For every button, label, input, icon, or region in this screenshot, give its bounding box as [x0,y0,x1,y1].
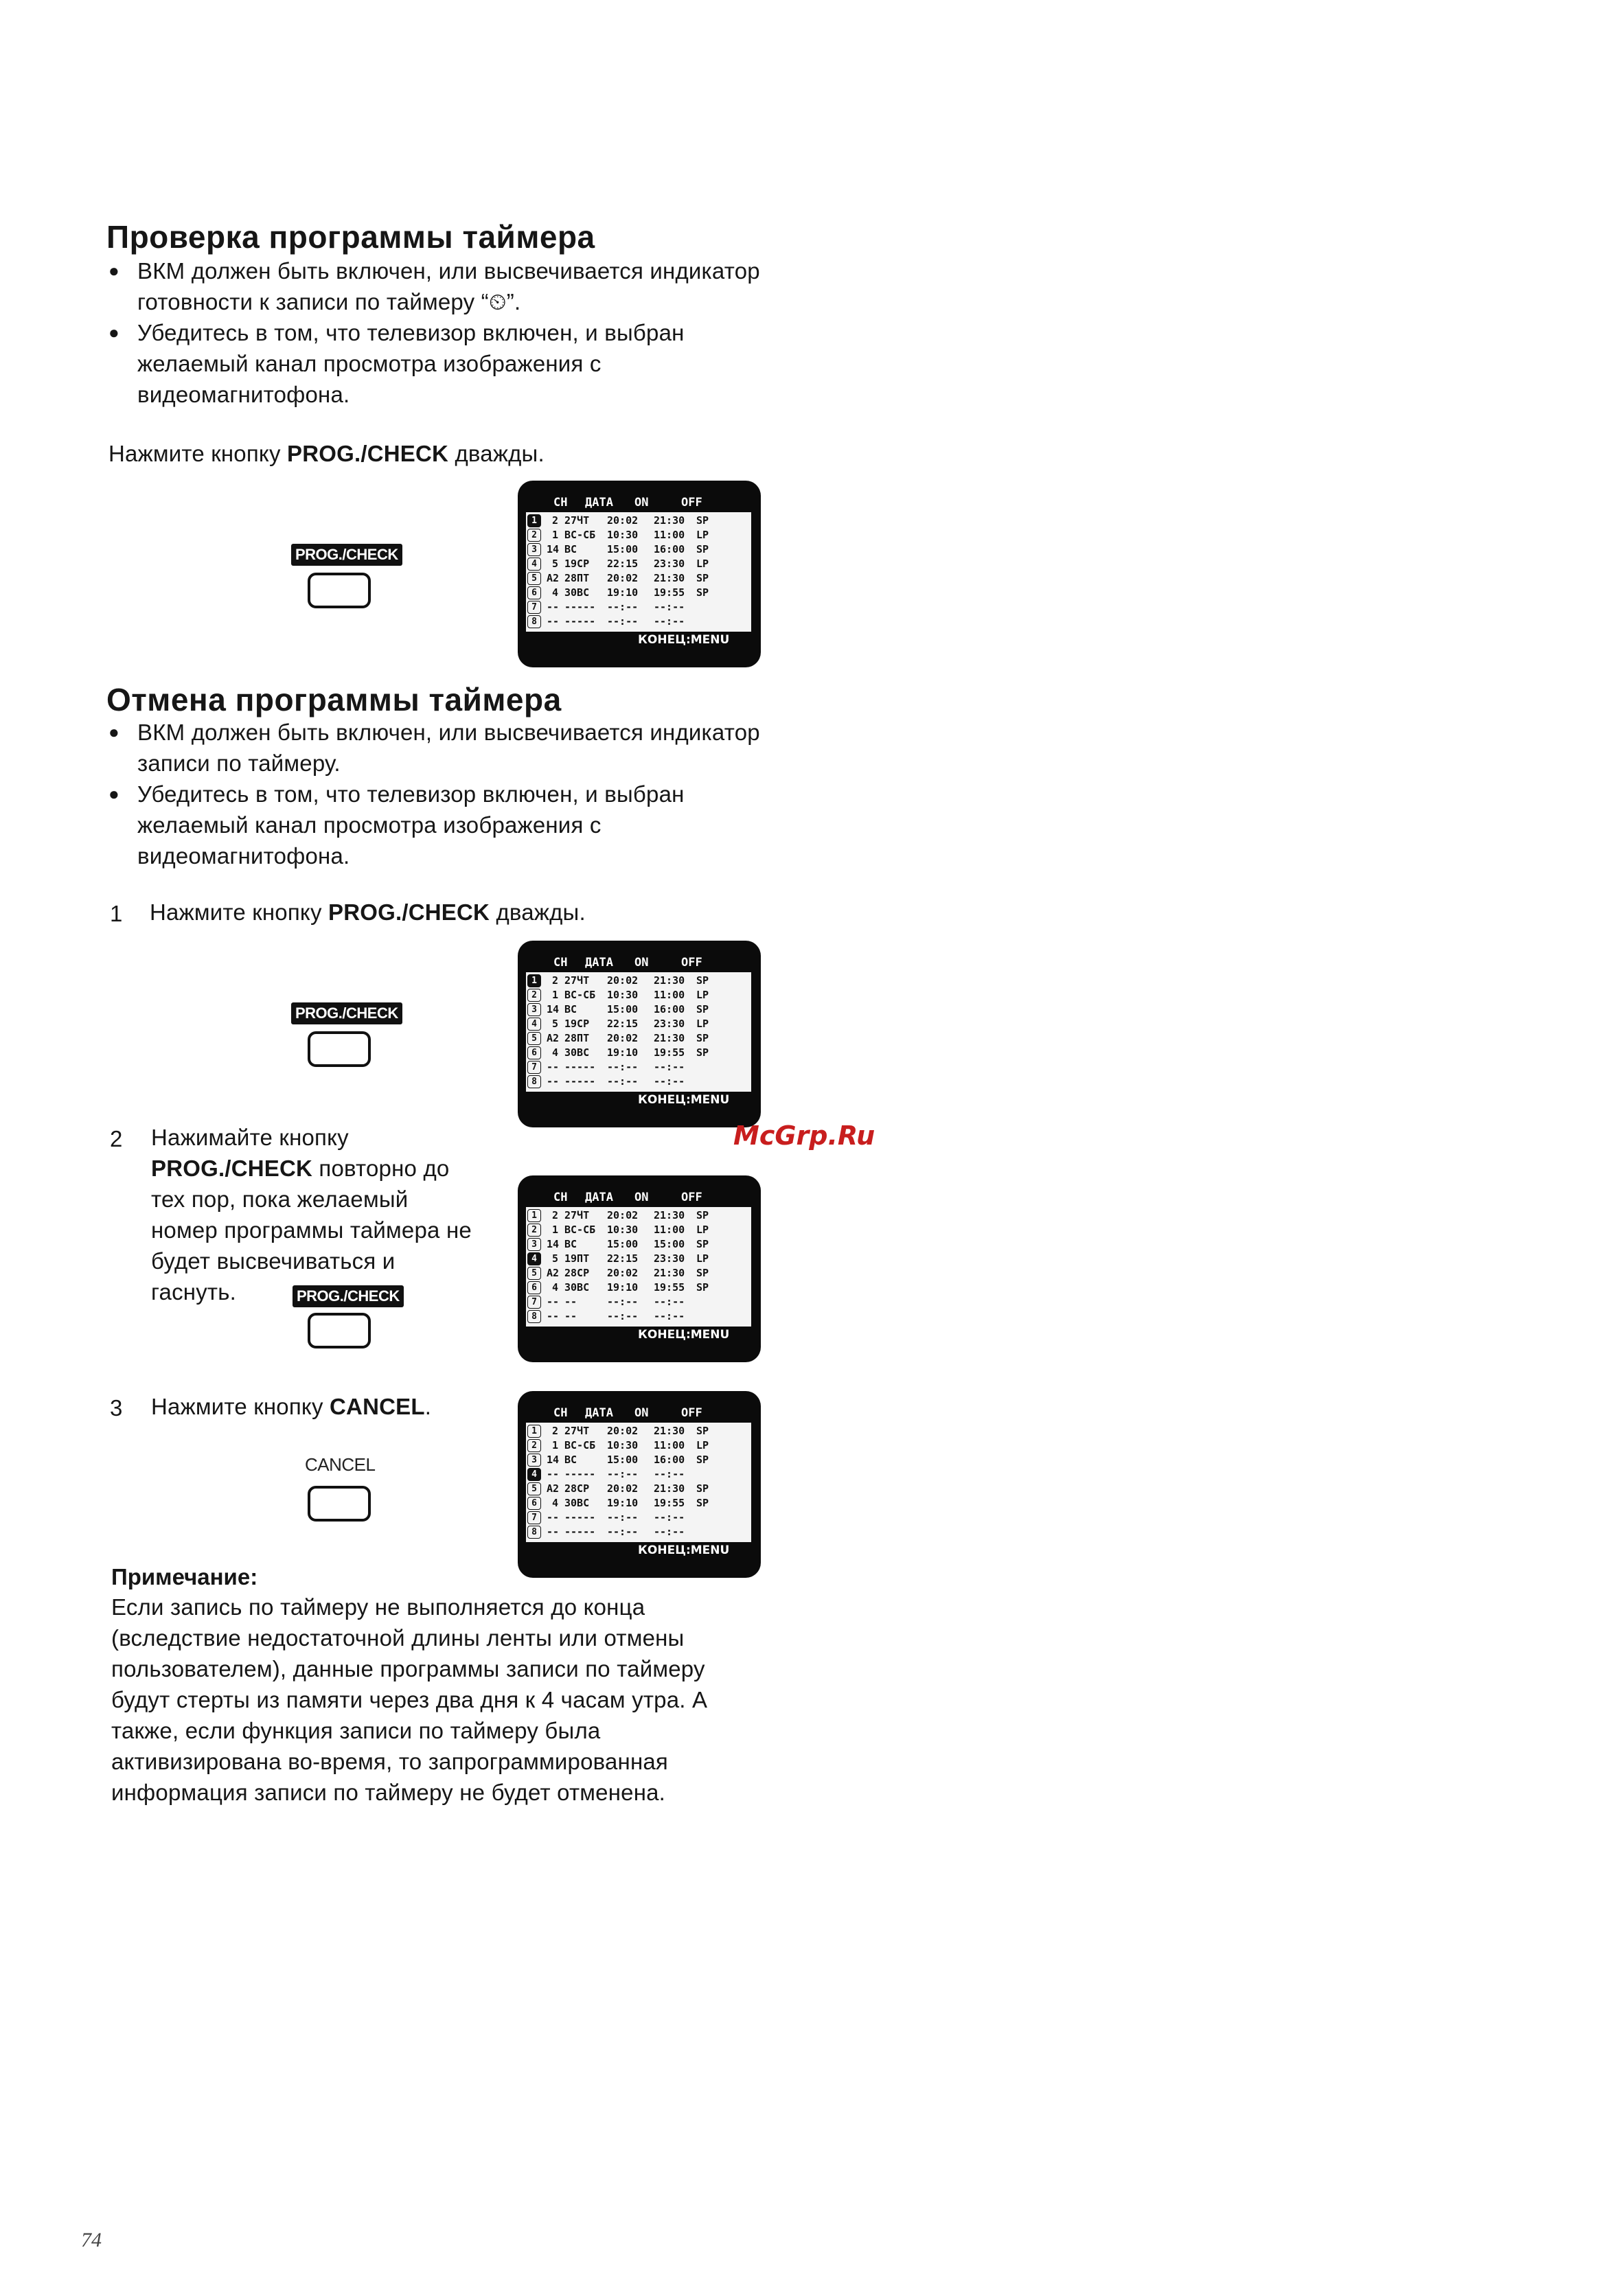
note-title: Примечание: [111,1564,258,1589]
tv-cell: 20:02 [607,572,639,584]
tv-cell: -- [547,1296,560,1308]
tv-header-cell: OFF [681,1191,702,1204]
prog-check-button[interactable] [308,573,371,608]
tv-cell: -- [564,1296,577,1308]
tv-program-row [526,514,751,527]
tv-header-cell: ON [634,496,649,509]
tv-cell: 28СР [564,1267,590,1279]
step-number: 3 [110,1395,123,1421]
tv-header-cell: ДАТА [585,496,613,509]
tv-cell: SP [696,1497,709,1509]
tv-cell: 27ЧТ [564,514,590,527]
tv-cell: 15:00 [607,1454,639,1466]
tv-cell: 20:02 [607,1209,639,1221]
tv-cell: --:-- [654,1468,685,1480]
tv-slot-number: 5 [527,1267,541,1280]
tv-program-row [526,1526,751,1539]
tv-cell: A2 [547,1482,560,1495]
tv-cell: 23:30 [654,1252,685,1265]
tv-cell: 19:55 [654,1497,685,1509]
tv-cell: 21:30 [654,514,685,527]
tv-header [518,956,761,971]
tv-cell: LP [696,1224,709,1236]
tv-header-cell: ON [634,1191,649,1204]
tv-cell: LP [696,558,709,570]
note-text: Если запись по таймеру не выполняется до конца (вследствие недостаточной длины ленты или отмены пользователем), данные программы записи по таймеру будут стерты из памяти через два дня к 4 часам утра. А также, если функция записи по таймеру была активизирована во-время, то запрограммированная информация записи по таймеру не будет отменена. [111,1594,708,1805]
tv-cell: SP [696,974,709,987]
bullet-item: ● ВКМ должен быть включен, или высвечивается индикатор записи по таймеру. [108,717,768,779]
tv-cell: 30ВС [564,1497,590,1509]
tv-slot-number: 2 [527,1224,541,1237]
tv-cell: 20:02 [607,514,639,527]
tv-cell: --:-- [607,1061,639,1073]
tv-cell: ----- [564,1511,596,1524]
tv-cell: --:-- [654,601,685,613]
tv-cell: SP [696,1281,709,1294]
tv-cell: 5 [552,1018,559,1030]
tv-header-cell: CH [553,1406,568,1420]
tv-program-row [526,1482,751,1495]
bullet-item: ● Убедитесь в том, что телевизор включен, и выбран желаемый канал просмотра изображения с видеомагнитофона. [108,317,768,410]
tv-cell: 2 [552,1425,559,1437]
tv-cell: LP [696,1439,709,1451]
tv-slot-number: 4 [527,558,541,571]
tv-slot-number: 7 [527,1061,541,1074]
tv-cell: -- [547,1511,560,1524]
tv-cell: SP [696,572,709,584]
tv-cell: 21:30 [654,1032,685,1044]
tv-cell: 14 [547,1238,560,1250]
tv-header [518,1191,761,1206]
tv-cell: -- [547,1526,560,1538]
tv-slot-number: 4 [527,1468,541,1481]
bullet-item: ● ВКМ должен быть включен, или высвечивается индикатор готовности к записи по таймеру “⏲”. [108,255,768,317]
tv-cell: ВС [564,1238,577,1250]
tv-program-row [526,1003,751,1016]
tv-cell: 15:00 [607,1238,639,1250]
tv-cell: 22:15 [607,1018,639,1030]
tv-cell: SP [696,586,709,599]
tv-program-row [526,1281,751,1294]
tv-cell: 20:02 [607,1482,639,1495]
tv-slot-number: 4 [527,1252,541,1265]
tv-cell: ВС-СБ [564,529,596,541]
tv-cell: --:-- [654,1061,685,1073]
tv-cell: 28СР [564,1482,590,1495]
tv-cell: 16:00 [654,1003,685,1015]
tv-program-row [526,1497,751,1510]
tv-cell: 19:55 [654,1046,685,1059]
tv-cell: -- [564,1310,577,1322]
tv-slot-number: 6 [527,1046,541,1059]
tv-program-row [526,529,751,542]
tv-cell: 19:10 [607,1497,639,1509]
tv-header-cell: ДАТА [585,956,613,969]
tv-cell: -- [547,1310,560,1322]
section1-bullets [108,255,768,410]
cancel-button[interactable] [308,1486,371,1522]
tv-cell: --:-- [607,1526,639,1538]
tv-program-row [526,1061,751,1074]
tv-slot-number: 8 [527,1526,541,1539]
tv-cell: ВС-СБ [564,989,596,1001]
tv-slot-number: 1 [527,1425,541,1438]
step-number: 2 [110,1126,123,1151]
tv-cell: 21:30 [654,1482,685,1495]
prog-check-label: PROG./CHECK [293,1285,404,1307]
tv-header-cell: OFF [681,1406,702,1420]
tv-header [518,496,761,511]
tv-footer: КОНЕЦ:MENU [638,1093,730,1107]
tv-header-cell: ON [634,1406,649,1420]
tv-cell: 19СР [564,558,590,570]
tv-cell: LP [696,989,709,1001]
tv-program-row [526,558,751,571]
tv-cell: ----- [564,1061,596,1073]
tv-cell: A2 [547,1032,560,1044]
tv-slot-number: 2 [527,1439,541,1452]
bullet-item: ● Убедитесь в том, что телевизор включен, и выбран желаемый канал просмотра изображения с видеомагнитофона. [108,779,768,871]
step-2-text: Нажимайте кнопку PROG./CHECK повторно до тех пор, пока желаемый номер программы таймера не будет высвечиваться и гаснуть. [151,1125,472,1305]
tv-slot-number: 1 [527,974,541,987]
tv-cell: 16:00 [654,1454,685,1466]
tv-cell: 20:02 [607,974,639,987]
step-number: 1 [110,901,123,926]
tv-slot-number: 2 [527,989,541,1002]
tv-cell: --:-- [607,1468,639,1480]
tv-program-row [526,1046,751,1059]
tv-cell: A2 [547,572,560,584]
prog-check-label: PROG./CHECK [291,544,402,566]
tv-cell: 19ПТ [564,1252,590,1265]
tv-program-row [526,601,751,614]
tv-cell: 4 [552,586,559,599]
prog-check-button[interactable] [308,1031,371,1067]
tv-program-row [526,1252,751,1265]
tv-program-row [526,1425,751,1438]
tv-cell: 19:10 [607,1281,639,1294]
tv-slot-number: 1 [527,1209,541,1222]
tv-header-cell: ON [634,956,649,969]
tv-cell: 30ВС [564,1046,590,1059]
tv-header-cell: CH [553,496,568,509]
tv-screen [518,941,761,1127]
tv-cell: 15:00 [607,1003,639,1015]
tv-cell: 4 [552,1046,559,1059]
tv-program-row [526,1224,751,1237]
tv-cell: 2 [552,974,559,987]
tv-cell: ВС [564,1454,577,1466]
tv-cell: 23:30 [654,1018,685,1030]
tv-slot-number: 5 [527,572,541,585]
tv-slot-number: 6 [527,1281,541,1294]
tv-slot-number: 1 [527,514,541,527]
tv-cell: 1 [552,529,559,541]
tv-footer: КОНЕЦ:MENU [638,633,730,647]
tv-program-list [526,1423,751,1542]
tv-cell: 1 [552,1439,559,1451]
tv-cell: 15:00 [654,1238,685,1250]
tv-program-row [526,974,751,987]
tv-cell: --:-- [654,1075,685,1088]
tv-cell: 15:00 [607,543,639,555]
tv-header-cell: CH [553,956,568,969]
tv-cell: 2 [552,1209,559,1221]
tv-cell: 16:00 [654,543,685,555]
watermark: McGrp.Ru [733,1121,875,1151]
tv-header-cell: OFF [681,496,702,509]
tv-slot-number: 7 [527,1296,541,1309]
tv-cell: --:-- [654,1511,685,1524]
tv-cell: 2 [552,514,559,527]
tv-program-row [526,1032,751,1045]
tv-program-row [526,1075,751,1088]
tv-cell: ВС [564,1003,577,1015]
tv-cell: --:-- [654,1526,685,1538]
tv-cell: --:-- [607,1075,639,1088]
tv-cell: SP [696,1046,709,1059]
tv-slot-number: 3 [527,543,541,556]
tv-cell: 10:30 [607,1439,639,1451]
tv-cell: SP [696,1003,709,1015]
tv-cell: --:-- [607,1511,639,1524]
tv-slot-number: 8 [527,1310,541,1323]
section1-instruction: Нажмите кнопку PROG./CHECK дважды. [108,441,545,466]
tv-cell: 4 [552,1497,559,1509]
prog-check-button[interactable] [308,1313,371,1348]
tv-cell: SP [696,543,709,555]
section-title-cancel: Отмена программы таймера [106,682,562,718]
tv-program-row [526,572,751,585]
tv-cell: 20:02 [607,1032,639,1044]
tv-cell: --:-- [607,1296,639,1308]
tv-cell: LP [696,1252,709,1265]
tv-cell: 21:30 [654,1425,685,1437]
section-title-check: Проверка программы таймера [106,219,595,255]
tv-cell: 27ЧТ [564,1425,590,1437]
tv-cell: SP [696,1209,709,1221]
tv-cell: 10:30 [607,1224,639,1236]
tv-header-cell: ДАТА [585,1191,613,1204]
tv-footer: КОНЕЦ:MENU [638,1328,730,1342]
tv-cell: 20:02 [607,1267,639,1279]
tv-cell: ----- [564,615,596,628]
tv-cell: -- [547,615,560,628]
tv-cell: 30ВС [564,586,590,599]
tv-cell: 1 [552,1224,559,1236]
tv-cell: -- [547,1075,560,1088]
tv-program-row [526,615,751,628]
tv-cell: --:-- [607,601,639,613]
tv-screen [518,1391,761,1578]
tv-cell: --:-- [607,615,639,628]
tv-cell: ВС [564,543,577,555]
tv-cell: 4 [552,1281,559,1294]
tv-cell: 23:30 [654,558,685,570]
tv-program-row [526,1238,751,1251]
tv-cell: 10:30 [607,529,639,541]
tv-header-cell: CH [553,1191,568,1204]
tv-slot-number: 7 [527,1511,541,1524]
tv-program-row [526,543,751,556]
tv-cell: A2 [547,1267,560,1279]
tv-cell: SP [696,1454,709,1466]
tv-program-list [526,1207,751,1327]
tv-program-row [526,1454,751,1467]
tv-program-row [526,1296,751,1309]
tv-cell: -- [547,1468,560,1480]
tv-cell: 21:30 [654,1209,685,1221]
tv-slot-number: 2 [527,529,541,542]
section2-bullets [108,717,768,871]
tv-cell: 27ЧТ [564,974,590,987]
tv-slot-number: 8 [527,1075,541,1088]
tv-cell: SP [696,514,709,527]
tv-cell: 11:00 [654,1224,685,1236]
tv-slot-number: 7 [527,601,541,614]
tv-slot-number: 6 [527,1497,541,1510]
tv-slot-number: 5 [527,1482,541,1495]
tv-cell: 11:00 [654,989,685,1001]
tv-program-row [526,989,751,1002]
tv-cell: --:-- [607,1310,639,1322]
tv-cell: 30ВС [564,1281,590,1294]
tv-cell: 19:55 [654,586,685,599]
tv-slot-number: 3 [527,1003,541,1016]
tv-slot-number: 3 [527,1238,541,1251]
step-1-text: Нажмите кнопку PROG./CHECK дважды. [150,899,586,925]
tv-cell: ----- [564,601,596,613]
tv-cell: 10:30 [607,989,639,1001]
tv-cell: 19:10 [607,586,639,599]
prog-check-label: PROG./CHECK [291,1002,402,1024]
tv-cell: SP [696,1267,709,1279]
tv-cell: --:-- [654,1296,685,1308]
tv-program-row [526,1267,751,1280]
tv-program-row [526,1511,751,1524]
tv-cell: 19:10 [607,1046,639,1059]
tv-cell: 11:00 [654,1439,685,1451]
tv-cell: 5 [552,558,559,570]
tv-slot-number: 6 [527,586,541,599]
tv-program-list [526,512,751,632]
tv-cell: 21:30 [654,572,685,584]
tv-cell: 14 [547,1454,560,1466]
tv-header [518,1406,761,1421]
tv-cell: 1 [552,989,559,1001]
tv-cell: ----- [564,1075,596,1088]
tv-cell: 27ЧТ [564,1209,590,1221]
tv-cell: 19:55 [654,1281,685,1294]
tv-cell: SP [696,1032,709,1044]
tv-cell: 28ПТ [564,1032,590,1044]
tv-header-cell: OFF [681,956,702,969]
tv-program-row [526,586,751,599]
tv-footer: КОНЕЦ:MENU [638,1543,730,1557]
tv-cell: SP [696,1482,709,1495]
tv-cell: --:-- [654,1310,685,1322]
tv-cell: ВС-СБ [564,1224,596,1236]
tv-program-list [526,972,751,1092]
tv-cell: 21:30 [654,974,685,987]
tv-cell: 22:15 [607,558,639,570]
tv-cell: --:-- [654,615,685,628]
cancel-label: CANCEL [305,1454,376,1475]
tv-program-row [526,1468,751,1481]
tv-slot-number: 8 [527,615,541,628]
tv-cell: 28ПТ [564,572,590,584]
step-3-text: Нажмите кнопку CANCEL. [151,1394,432,1419]
tv-cell: 21:30 [654,1267,685,1279]
tv-program-row [526,1018,751,1031]
tv-slot-number: 4 [527,1018,541,1031]
tv-cell: ВС-СБ [564,1439,596,1451]
tv-cell: -- [547,601,560,613]
tv-program-row [526,1310,751,1323]
tv-screen [518,1175,761,1362]
tv-program-row [526,1209,751,1222]
tv-cell: -- [547,1061,560,1073]
page-number: 74 [81,2229,102,2251]
tv-cell: SP [696,1425,709,1437]
tv-cell: 5 [552,1252,559,1265]
tv-cell: 20:02 [607,1425,639,1437]
tv-cell: LP [696,529,709,541]
tv-screen [518,481,761,667]
tv-cell: SP [696,1238,709,1250]
tv-cell: 22:15 [607,1252,639,1265]
tv-cell: 14 [547,543,560,555]
tv-cell: 19СР [564,1018,590,1030]
tv-cell: LP [696,1018,709,1030]
tv-cell: 11:00 [654,529,685,541]
tv-header-cell: ДАТА [585,1406,613,1420]
tv-cell: ----- [564,1468,596,1480]
tv-cell: 14 [547,1003,560,1015]
tv-slot-number: 3 [527,1454,541,1467]
tv-program-row [526,1439,751,1452]
tv-slot-number: 5 [527,1032,541,1045]
tv-cell: ----- [564,1526,596,1538]
